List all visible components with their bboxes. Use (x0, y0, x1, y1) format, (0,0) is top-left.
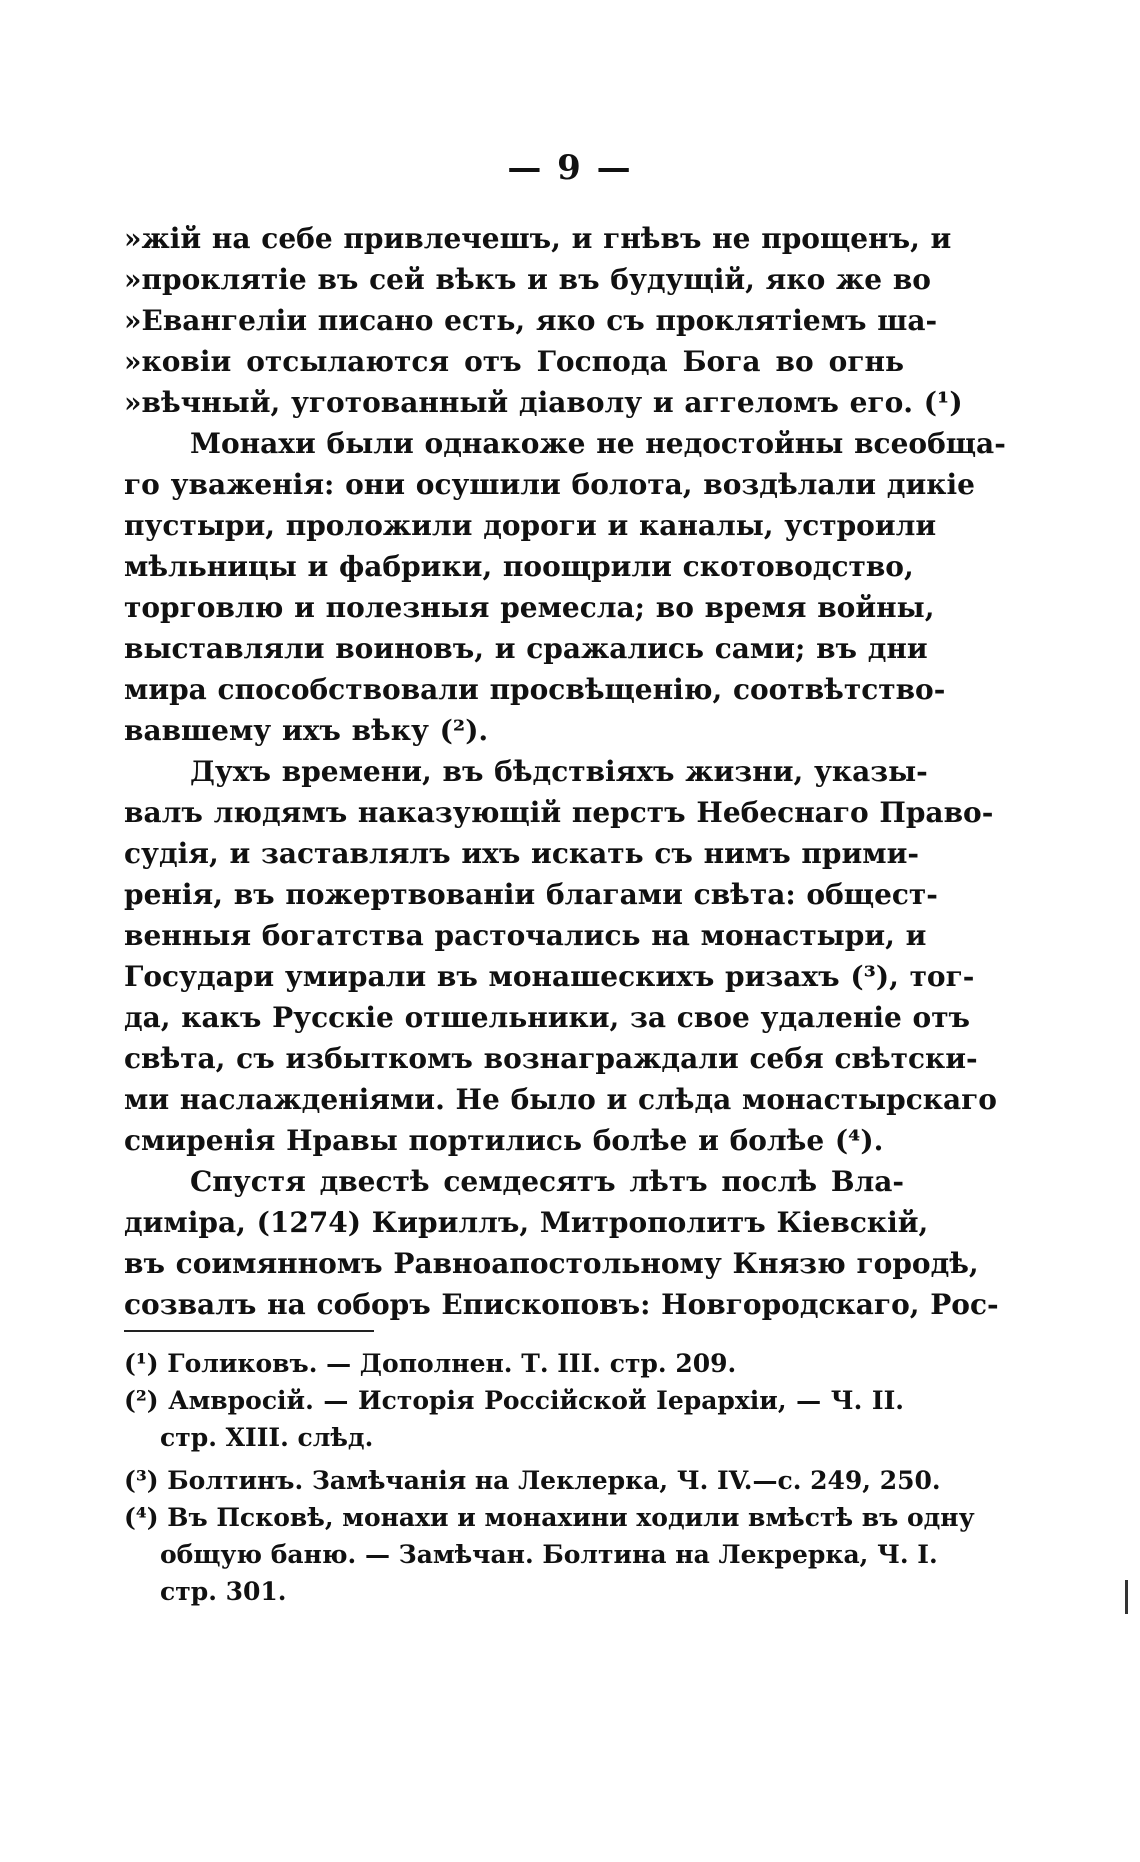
text-line: »проклятіе въ сей вѣкъ и въ будущій, яко же во (124, 263, 931, 296)
text-line: торговлю и полезныя ремесла; во время войны, (124, 591, 935, 624)
text-line: пустыри, проложили дороги и каналы, устроили (124, 509, 937, 542)
text-line: мира способствовали просвѣщенію, соотвѣтство- (124, 673, 946, 706)
body-text (124, 218, 1006, 1325)
text-line: валъ людямъ наказующій перстъ Небеснаго Право- (124, 796, 994, 829)
text-line: »ковіи отсылаются отъ Господа Бога во огнь (124, 345, 904, 378)
footnote-line: (¹) Голиковъ. — Дополнен. Т. III. стр. 209. (124, 1349, 737, 1378)
footnotes (124, 1345, 975, 1610)
text-line: »жій на себе привлечешъ, и гнѣвъ не прощенъ, и (124, 222, 952, 255)
text-line: созвалъ на соборъ Епископовъ: Новгородскаго, Рос- (124, 1288, 999, 1321)
text-line: да, какъ Русскіе отшельники, за свое удаленіе отъ (124, 1001, 971, 1034)
page-edge-mark (1125, 1580, 1128, 1614)
text-line: ми наслажденіями. Не было и слѣда монастырскаго (124, 1083, 997, 1116)
footnote-line: стр. XIII. слѣд. (160, 1423, 374, 1452)
text-line: въ соимянномъ Равноапостольному Князю городѣ, (124, 1247, 979, 1280)
text-line: »Евангеліи писано есть, яко съ проклятіемъ ша- (124, 304, 938, 337)
footnote-line: общую баню. — Замѣчан. Болтина на Лекрерка, Ч. I. (160, 1540, 938, 1569)
text-line: судія, и заставлялъ ихъ искать съ нимъ прими- (124, 837, 919, 870)
text-line: выставляли воиновъ, и сражались сами; въ дни (124, 632, 928, 665)
text-line: смиренія Нравы портились болѣе и болѣе (⁴). (124, 1124, 884, 1157)
page-number: — 9 — (507, 148, 633, 188)
text-line: Монахи были однакоже не недостойны всеобща- (190, 427, 1006, 460)
footnote-line: (²) Амвросій. — Исторія Россійской Іерархіи, — Ч. II. (124, 1386, 904, 1415)
text-line: венныя богатства расточались на монастыри, и (124, 919, 927, 952)
text-line: мѣльницы и фабрики, поощрили скотоводство, (124, 550, 914, 583)
text-line: Государи умирали въ монашескихъ ризахъ (³), тог- (124, 960, 975, 993)
text-line: Спустя двестѣ семдесятъ лѣтъ послѣ Вла- (190, 1165, 904, 1198)
text-line: диміра, (1274) Кириллъ, Митрополитъ Кіевскій, (124, 1206, 929, 1239)
text-line: свѣта, съ избыткомъ вознаграждали себя свѣтски- (124, 1042, 978, 1075)
text-line: »вѣчный, уготованный діаволу и аггеломъ его. (¹) (124, 386, 963, 419)
footnote-divider (124, 1330, 374, 1332)
text-line: Духъ времени, въ бѣдствіяхъ жизни, указы- (190, 755, 928, 788)
text-line: ренія, въ пожертвованіи благами свѣта: общест- (124, 878, 938, 911)
footnote-line: (³) Болтинъ. Замѣчанія на Леклерка, Ч. IV.—с. 249, 250. (124, 1466, 941, 1495)
footnote-line: (⁴) Въ Псковѣ, монахи и монахини ходили вмѣстѣ въ одну (124, 1503, 975, 1532)
text-line: вавшему ихъ вѣку (²). (124, 714, 489, 747)
text-line: го уваженія: они осушили болота, воздѣлали дикіе (124, 468, 975, 501)
footnote-line: стр. 301. (160, 1577, 287, 1606)
